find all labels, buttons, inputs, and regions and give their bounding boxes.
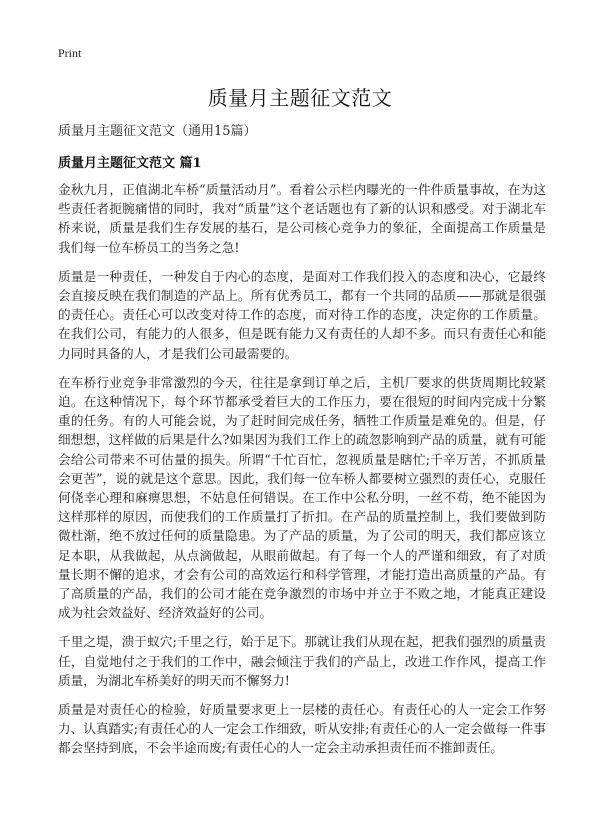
document-title: 质量月主题征文范文 (207, 86, 393, 110)
paragraph-2: 质量是一种责任，一种发自于内心的态度，是面对工作我们投入的态度和决心，它最终会直接反映在我们制造的产品上。所有优秀员工，都有一个共同的品质——那就是很强的责任心。责任心可以改变对待工作的态度，而对待工作的态度，决定你的工作质量。在我们公司，有能力的人很多，但是既有能力又有责任的人却不多。而只有责任心和能力同时具备的人，才是我们公司最需要的。 (58, 268, 546, 361)
paragraph-4: 千里之堤，溃于蚁穴;千里之行，始于足下。那就让我们从现在起，把我们强烈的质量责任，自觉地付之于我们的工作中，融会倾注于我们的产品上，改进工作作风，提高工作质量，为湖北车桥美好的明天而不懈努力! (58, 634, 546, 688)
document-subtitle: 质量月主题征文范文（通用15篇） (58, 124, 257, 139)
paragraph-5: 质量是对责任心的检验，好质量要求更上一层楼的责任心。有责任心的人一定会工作努力、认真踏实;有责任心的人一定会工作细致，听从安排;有责任心的人一定会做每一件事都会坚持到底，不会半途而废;有责任心的人一定会主动承担责任而不推卸责任。 (58, 702, 546, 756)
paragraph-3: 在车桥行业竞争非常激烈的今天，往往是拿到订单之后，主机厂要求的供货周期比较紧迫。在这种情况下，每个环节都承受着巨大的工作压力，要在很短的时间内完成十分繁重的任务。有的人可能会说，为了赶时间完成任务，牺牲工作质量是难免的。但是，仔细想想，这样做的后果是什么?如果因为我们工作上的疏忽影响到产品的质量，就有可能会给公司带来不可估量的损失。所谓“千忙百忙，忽视质量是瞎忙;千辛万苦，不抓质量会更苦”，说的就是这个意思。因此，我们每一位车桥人都要树立强烈的责任心，克服任何侥幸心理和麻痹思想，不姑息任何错误。在工作中公私分明，一丝不苟，绝不能因为这样那样的原因，而使我们的工作质量打了折扣。在产品的质量控制上，我们要做到防微杜渐，绝不放过任何的质量隐患。为了产品的质量，为了公司的明天，我们都应该立足本职，从我做起，从点滴做起，从眼前做起。有了每一个人的严谨和细致，有了对质量长期不懈的追求，才会有公司的高效运行和科学管理，才能打造出高质量的产品。有了高质量的产品，我们的公司才能在竞争激烈的市场中并立于不败之地，才能真正建设成为社会效益好、经济效益好的公司。 (58, 374, 546, 621)
print-link[interactable]: Print (58, 46, 82, 60)
section-heading: 质量月主题征文范文 篇1 (58, 156, 202, 171)
paragraph-1: 金秋九月，正值湖北车桥“质量活动月”。看着公示栏内曝光的一件件质量事故，在为这些责任者扼腕痛惜的同时，我对“质量”这个老话题也有了新的认识和感受。对于湖北车桥来说，质量是我们生存发展的基石，是公司核心竞争力的象征，全面提高工作质量是我们每一位车桥员工的当务之急! (58, 182, 546, 255)
article-body (58, 180, 546, 768)
